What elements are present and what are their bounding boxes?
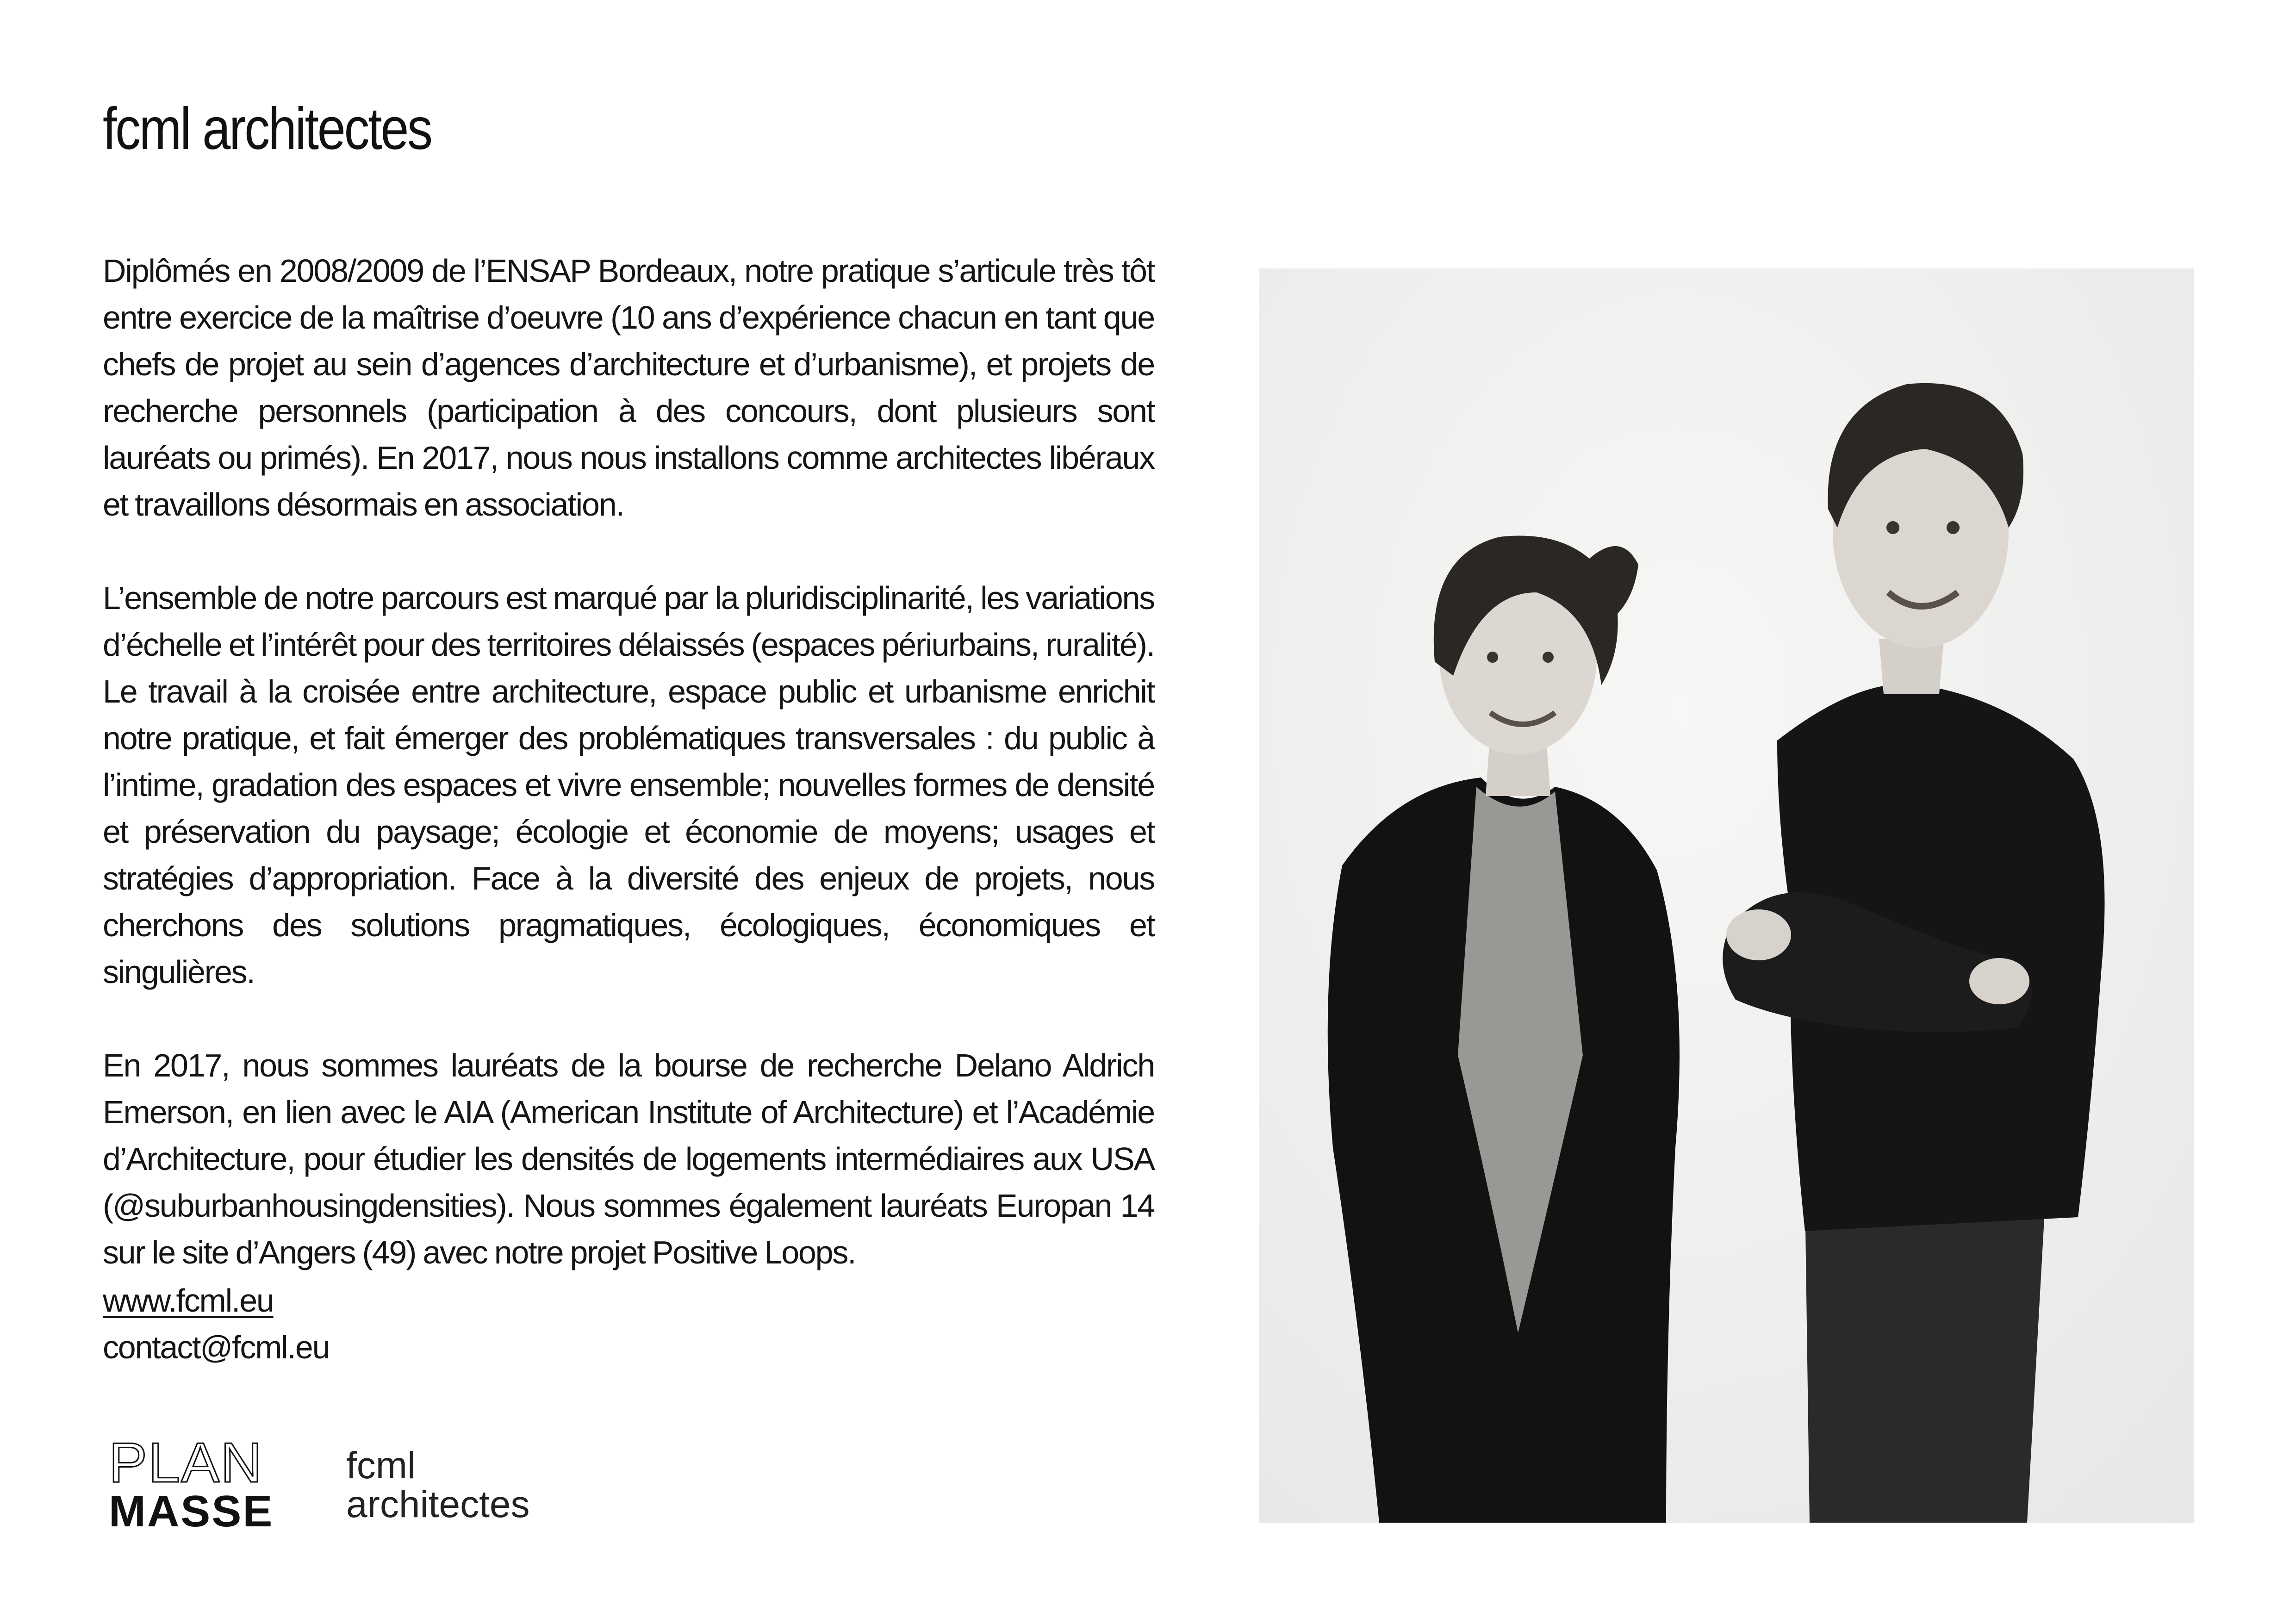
plan-masse-logo-line1: PLAN — [109, 1431, 263, 1494]
portrait-illustration — [1259, 268, 2194, 1523]
contact-email[interactable]: contact@fcml.eu — [103, 1329, 330, 1365]
contact-block — [103, 1277, 329, 1371]
paragraph-approach: L’ensemble de notre parcours est marqué par la pluridisciplinarité, les variations d’échelle et l’intérêt pour des territoires délaissés (espaces périurbains, ruralité). Le travail à la croisée entre architecture, espace public et urbanisme enrichit notre pratique, et fait émerger des problématiques transversales : du public à l’intime, gradation des espaces et vivre ensemble; nouvelles formes de densité et préservation du paysage; écologie et économie de moyens; usages et stratégies d’appropriation. Face à la diversité des enjeux de projets, nous cherchons des solutions pragmatiques, écologiques, économiques et singulières. — [103, 580, 1154, 990]
page-title: fcml architectes — [103, 96, 431, 162]
fcml-logo — [346, 1446, 530, 1524]
fcml-logo-line1: fcml — [346, 1444, 416, 1487]
plan-masse-logo-line2: MASSE — [109, 1487, 274, 1536]
fcml-logo-line2: architectes — [346, 1483, 530, 1525]
body-text — [103, 248, 1154, 1323]
portrait-photo — [1259, 268, 2194, 1523]
paragraph-awards: En 2017, nous sommes lauréats de la bourse de recherche Delano Aldrich Emerson, en lien avec le AIA (American Institute of Architecture) et l’Académie d’Architecture, pour étudier les densités de logements intermédiaires aux USA (@suburbanhousingdensities). Nous sommes également lauréats Europan 14 sur le site d’Angers (49) avec notre projet Positive Loops. — [103, 1047, 1154, 1270]
plan-masse-logo — [109, 1431, 275, 1536]
paragraph-education: Diplômés en 2008/2009 de l’ENSAP Bordeaux, notre pratique s’articule très tôt entre exercice de la maîtrise d’oeuvre (10 ans d’expérience chacun en tant que chefs de projet au sein d’agences d’architecture et d’urbanisme), et projets de recherche personnels (participation à des concours, dont plusieurs sont lauréats ou primés). En 2017, nous nous installons comme architectes libéraux et travaillons désormais en association. — [103, 253, 1154, 523]
website-link[interactable]: www.fcml.eu — [103, 1282, 274, 1319]
